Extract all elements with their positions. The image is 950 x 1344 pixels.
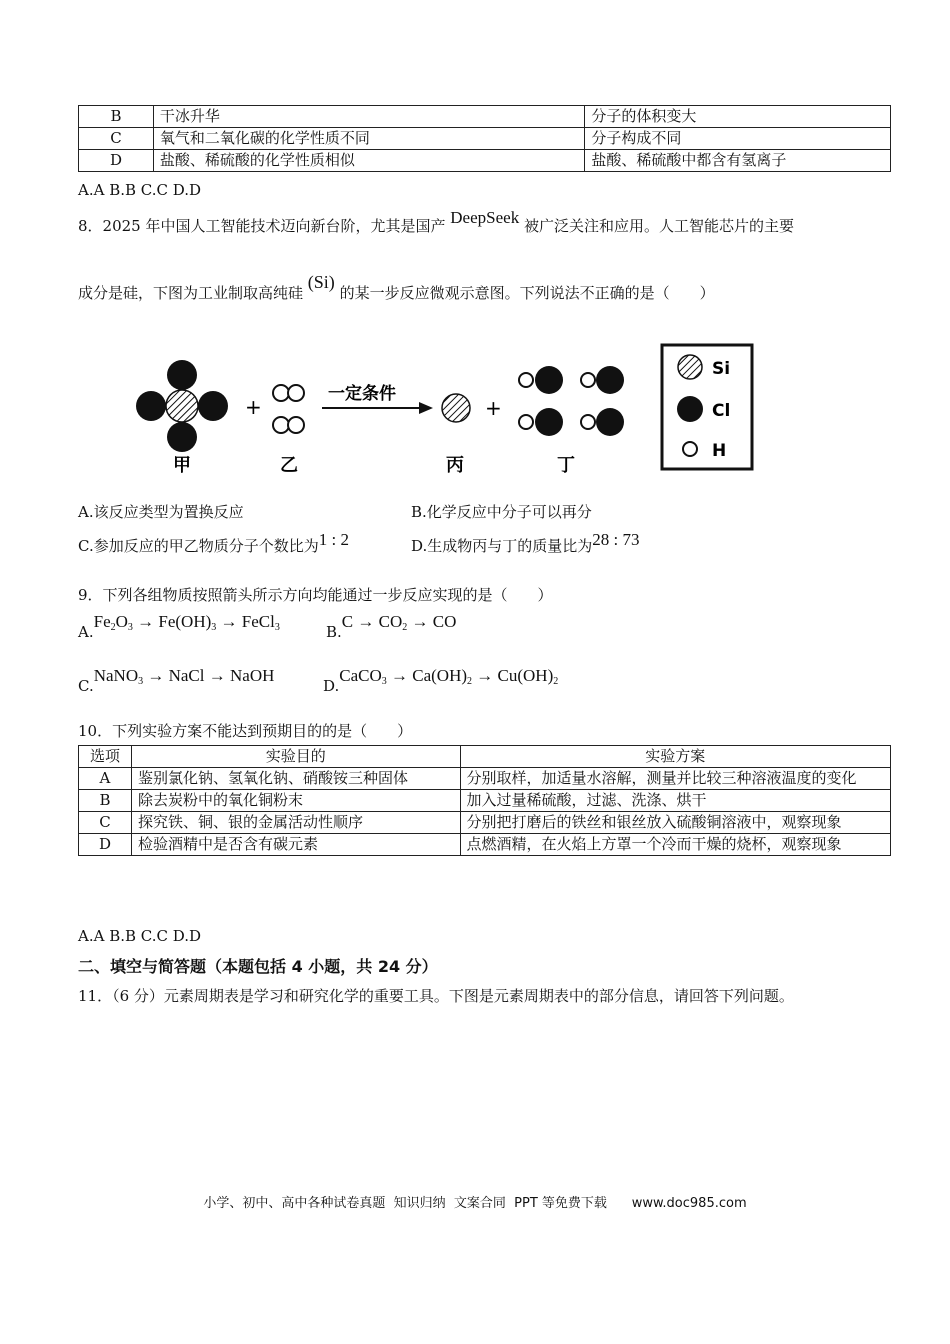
q7-table: [78, 105, 891, 172]
fact-cell: 干冰升华: [153, 106, 584, 128]
option-cell: B: [79, 790, 132, 812]
option-cell: B: [79, 106, 154, 128]
option-cell: C: [79, 128, 154, 150]
page-footer: 小学、初中、高中各种试卷真题 知识归纳 文案合同 PPT 等免费下载 www.doc985.com: [203, 1196, 747, 1211]
arrow-condition: 一定条件: [328, 384, 396, 404]
table-row: [79, 128, 891, 150]
q8-option-c-text: C.参加反应的甲乙物质分子个数比为: [78, 537, 319, 555]
explanation-cell: 分子的体积变大: [585, 106, 891, 128]
si-formula: (Si): [307, 272, 335, 292]
q8-line2-a: 成分是硅，下图为工业制取高纯硅: [78, 284, 304, 302]
label-jia: 甲: [173, 455, 191, 476]
q9-a-formula: $Fe_2O_3 \to Fe(OH)_3$ → FeCl$_3$: [93, 612, 280, 633]
option-cell: D: [79, 150, 154, 172]
molecule-jia: [136, 360, 228, 452]
q10-choices: A.A B.B C.C D.D: [78, 927, 202, 945]
purpose-cell: 检验酒精中是否含有碳元素: [131, 834, 460, 856]
q9-b-formula: $C \to CO_2$ → CO: [341, 612, 457, 633]
q10-table: [78, 745, 891, 856]
explanation-cell: 盐酸、稀硫酸中都含有氢离子: [585, 150, 891, 172]
header-purpose: 实验目的: [131, 746, 460, 768]
molecule-bing: [442, 394, 470, 422]
table-header-row: [79, 746, 891, 768]
q8-stem-line2: [78, 272, 715, 303]
table-row: [79, 790, 891, 812]
q7-choices: A.A B.B C.C D.D: [78, 181, 202, 199]
label-yi: 乙: [280, 455, 298, 476]
plan-cell: 分别取样，加适量水溶解，测量并比较三种溶液温度的变化: [460, 768, 890, 790]
purpose-cell: 探究铁、铜、银的金属活动性顺序: [131, 812, 460, 834]
fact-cell: 盐酸、稀硫酸的化学性质相似: [153, 150, 584, 172]
table-row: [79, 150, 891, 172]
q8-option-b: B.化学反应中分子可以再分: [411, 503, 592, 521]
purpose-cell: 鉴别氯化钠、氢氧化钠、硝酸铵三种固体: [131, 768, 460, 790]
header-plan: 实验方案: [460, 746, 890, 768]
q8-option-c: [78, 530, 349, 556]
q8-option-a: A.该反应类型为置换反应: [78, 503, 244, 521]
legend-cl: Cl: [712, 401, 731, 421]
q9-option-c: [78, 666, 275, 695]
label-bing: 丙: [446, 455, 464, 476]
plus-2: +: [485, 396, 502, 420]
option-cell: D: [79, 834, 132, 856]
plan-cell: 点燃酒精，在火焰上方罩一个冷而干燥的烧杯，观察现象: [460, 834, 890, 856]
fact-cell: 氧气和二氧化碳的化学性质不同: [153, 128, 584, 150]
q9-option-d: [323, 666, 559, 695]
q8-line2-b: 的某一步反应微观示意图。下列说法不正确的是（ ）: [339, 284, 715, 302]
table-row: [79, 834, 891, 856]
q8-option-d: [411, 530, 640, 556]
q9-c-label: C.: [78, 677, 94, 695]
table-row: [79, 106, 891, 128]
q10-stem: 10．下列实验方案不能达到预期目的的是（ ）: [78, 722, 413, 740]
table-row: [79, 768, 891, 790]
q9-c-formula: NaNO$_3$ → NaCl → NaOH: [93, 666, 275, 687]
q9-stem: 9．下列各组物质按照箭头所示方向均能通过一步反应实现的是（ ）: [78, 586, 553, 604]
q8-line1-b: 被广泛关注和应用。人工智能芯片的主要: [523, 217, 794, 235]
q9-a-label: A.: [78, 623, 94, 641]
explanation-cell: 分子构成不同: [585, 128, 891, 150]
option-cell: C: [79, 812, 132, 834]
header-option: 选项: [79, 746, 132, 768]
plus-1: +: [245, 395, 262, 419]
q9-d-label: D.: [323, 677, 340, 695]
legend-si: Si: [712, 359, 731, 379]
table-row: [79, 812, 891, 834]
label-ding: 丁: [557, 455, 575, 476]
q8-option-d-ratio: 28 : 73: [592, 530, 640, 549]
q8-option-c-ratio: 1 : 2: [318, 530, 349, 549]
plan-cell: 分别把打磨后的铁丝和银丝放入硫酸铜溶液中，观察现象: [460, 812, 890, 834]
molecule-yi: [273, 385, 304, 433]
q11-text: 11．（6 分）元素周期表是学习和研究化学的重要工具。下图是元素周期表中的部分信息，请回答下列问题。: [78, 987, 794, 1005]
option-cell: A: [79, 768, 132, 790]
section-2-title: 二、填空与简答题（本题包括 4 小题，共 24 分）: [78, 957, 438, 976]
legend-h: H: [712, 441, 727, 461]
deepseek-name: DeepSeek: [450, 208, 520, 227]
q9-d-formula: CaCO$_3$ → $Ca(OH)_2 \to Cu(OH)_2$: [339, 666, 559, 687]
reaction-diagram: [100, 335, 780, 485]
q8-line1-a: 8．2025 年中国人工智能技术迈向新台阶，尤其是国产: [78, 217, 446, 235]
q8-option-d-text: D.生成物丙与丁的质量比为: [411, 537, 593, 555]
q9-b-label: B.: [326, 623, 342, 641]
molecule-ding: [519, 366, 624, 436]
q8-stem-line1: [78, 208, 794, 236]
q9-option-b: [326, 612, 457, 641]
q9-option-a: [78, 612, 280, 641]
legend-box: [662, 345, 752, 469]
purpose-cell: 除去炭粉中的氧化铜粉末: [131, 790, 460, 812]
plan-cell: 加入过量稀硫酸，过滤、洗涤、烘干: [460, 790, 890, 812]
